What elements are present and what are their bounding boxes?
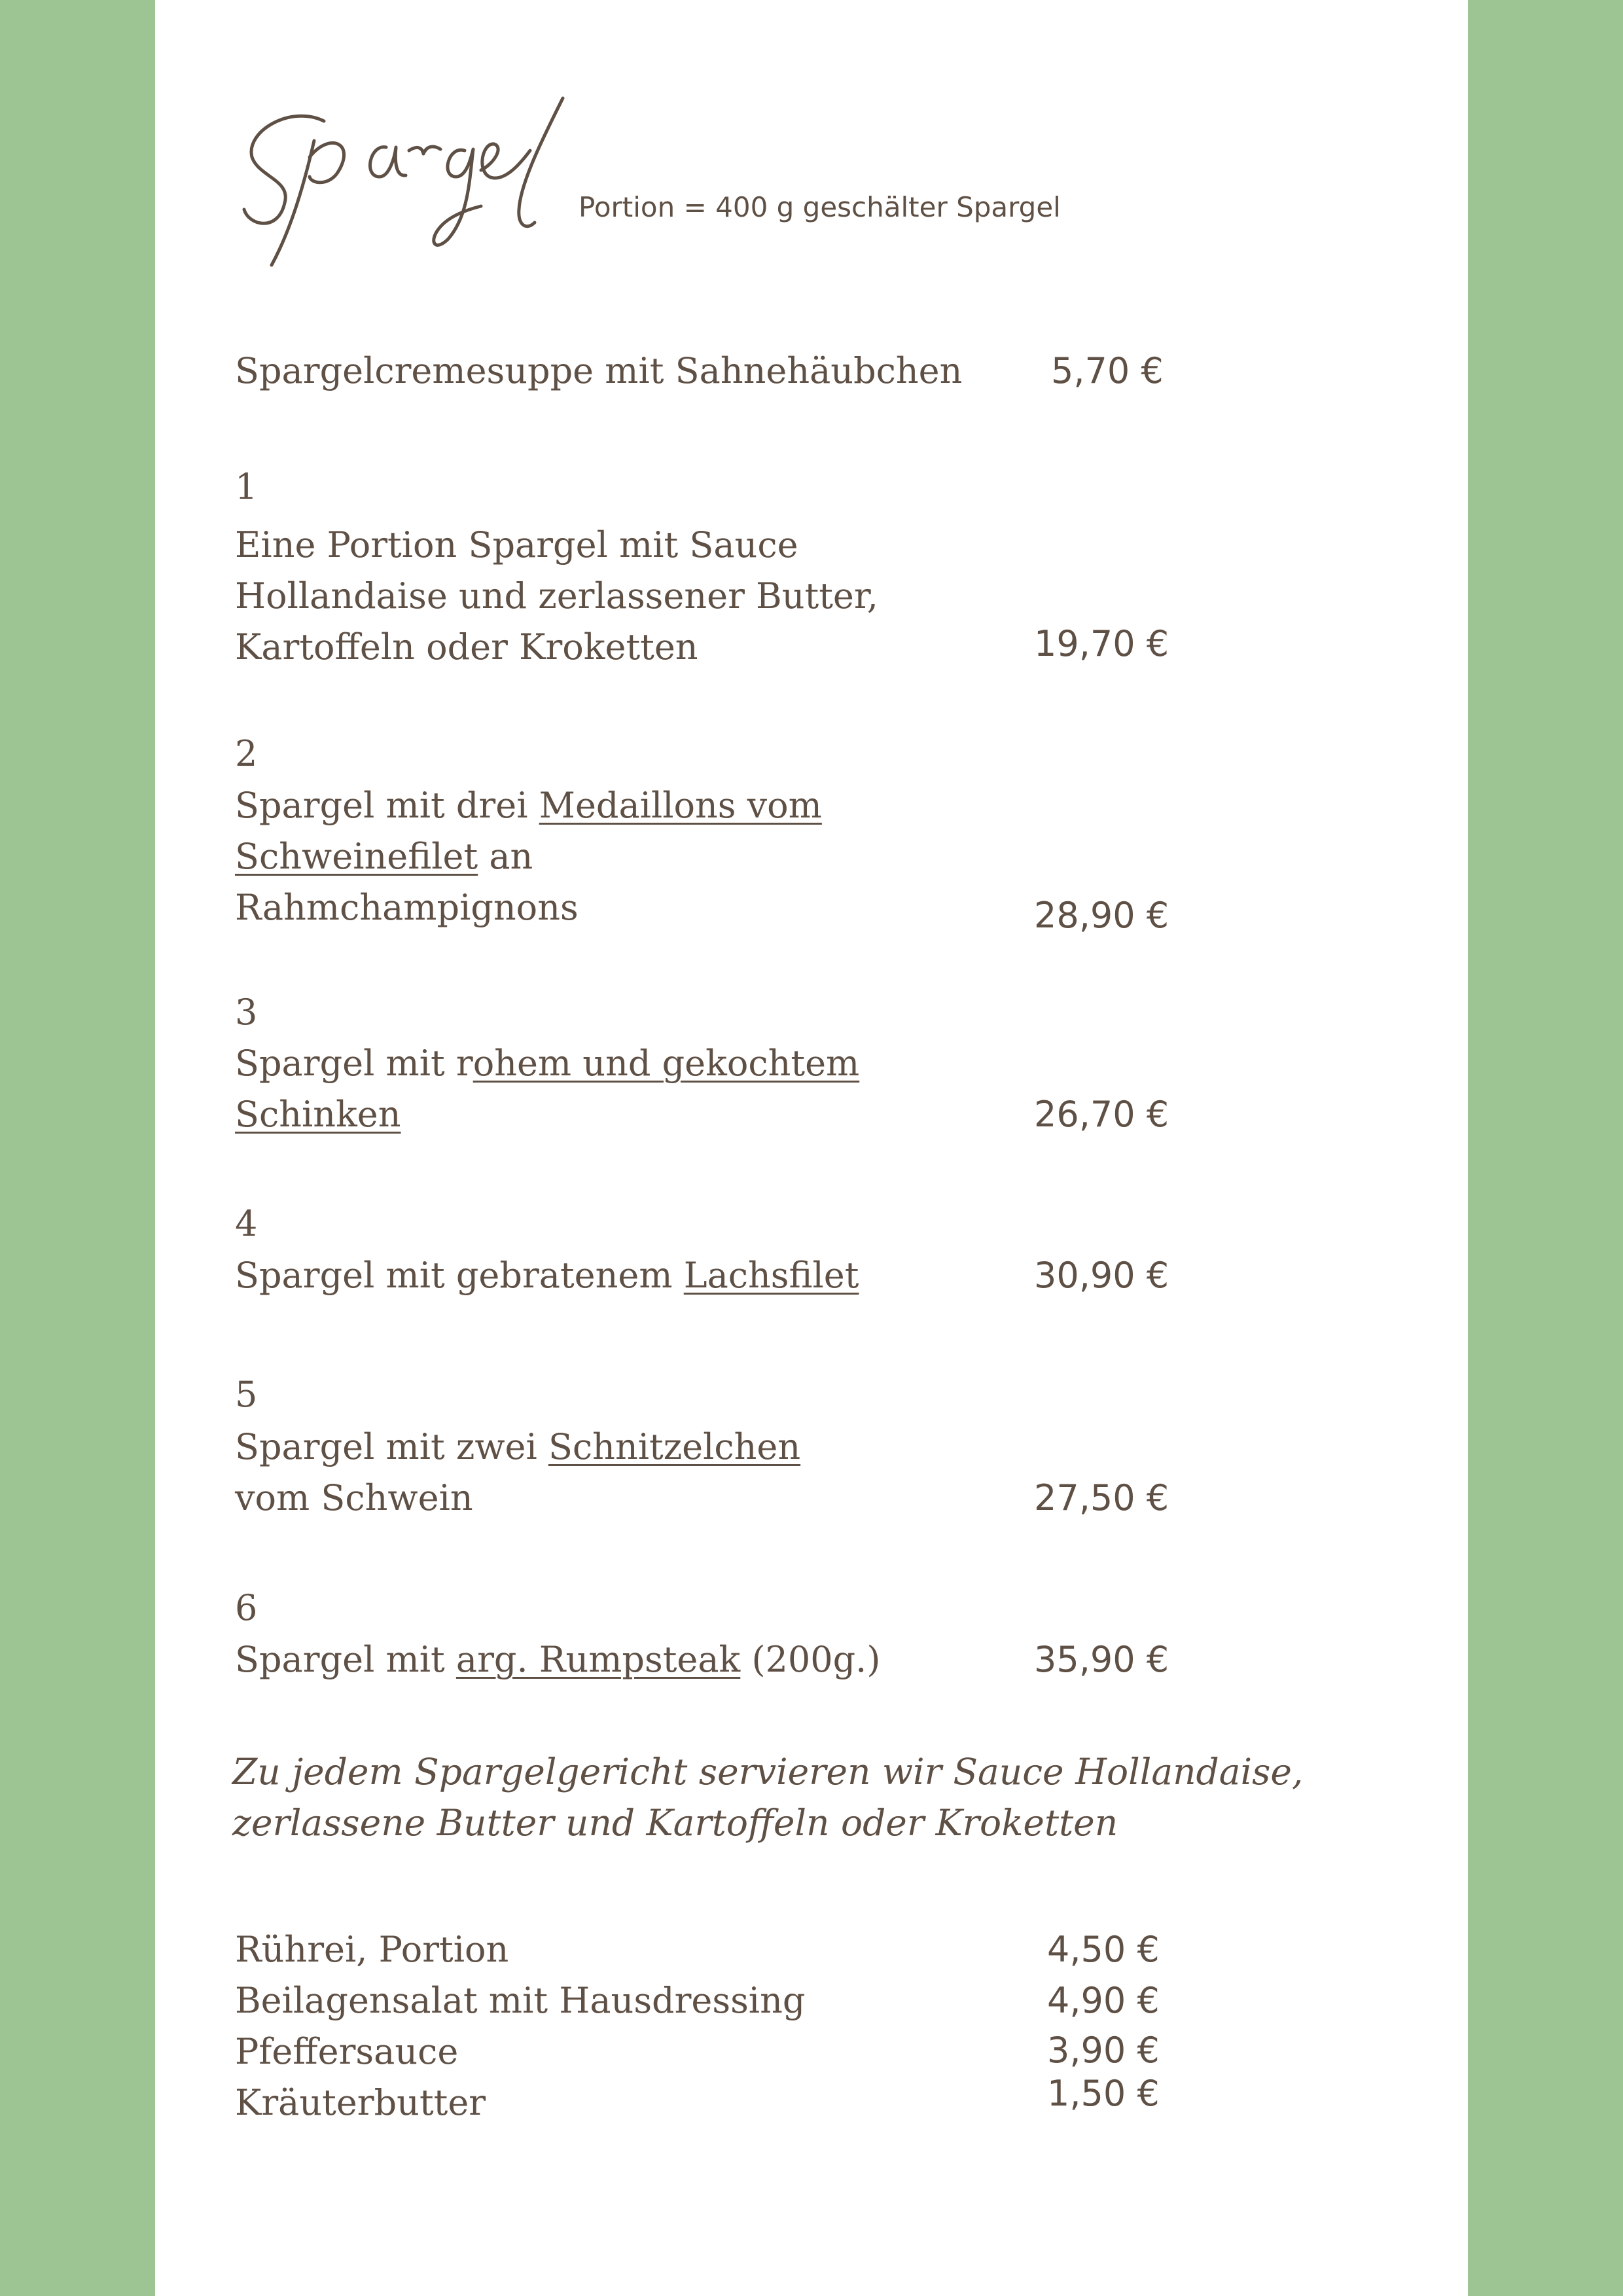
extra-2-price: 4,90 €	[1047, 1980, 1160, 2021]
dish-5-price: 27,50 €	[1034, 1477, 1169, 1518]
dish-3-desc-line-1: Spargel mit rohem und gekochtem	[235, 1043, 860, 1084]
spargel-script-title	[232, 85, 586, 275]
dish-2-number: 2	[235, 733, 258, 774]
dish-1-desc-line-1: Eine Portion Spargel mit Sauce	[235, 524, 798, 565]
dish-5-number: 5	[235, 1374, 258, 1415]
serving-note-line-1: Zu jedem Spargelgericht servieren wir Sauce Hollandaise,	[232, 1751, 1304, 1793]
dish-3-price: 26,70 €	[1034, 1094, 1169, 1135]
extra-3-price: 3,90 €	[1047, 2030, 1160, 2071]
dish-3-desc-line-2: Schinken	[235, 1094, 401, 1135]
dish-4-number: 4	[235, 1203, 258, 1244]
extra-3-name: Pfeffersauce	[235, 2031, 459, 2072]
extra-4-name: Kräuterbutter	[235, 2082, 486, 2123]
dish-1-price: 19,70 €	[1034, 623, 1169, 664]
dish-1-number: 1	[235, 466, 258, 507]
dish-2-price: 28,90 €	[1034, 895, 1169, 936]
dish-5-desc-line-1: Spargel mit zwei Schnitzelchen	[235, 1426, 801, 1467]
extra-4-price: 1,50 €	[1047, 2073, 1160, 2114]
dish-6-number: 6	[235, 1587, 258, 1628]
serving-note	[232, 1746, 1303, 1848]
extra-1-name: Rührei, Portion	[235, 1929, 509, 1970]
dish-5-desc-line-2: vom Schwein	[235, 1477, 473, 1518]
dish-2-desc-line-2: Schweinefilet an	[235, 836, 533, 877]
serving-note-line-2: zerlassene Butter und Kartoffeln oder Kroketten	[232, 1802, 1118, 1844]
soup-price: 5,70 €	[1051, 350, 1164, 391]
dish-4-desc-line-1: Spargel mit gebratenem Lachsfilet	[235, 1255, 859, 1296]
dish-2-desc-line-1: Spargel mit drei Medaillons vom	[235, 785, 822, 826]
dish-4-price: 30,90 €	[1034, 1255, 1169, 1296]
dish-6-desc-line-1: Spargel mit arg. Rumpsteak (200g.)	[235, 1639, 881, 1680]
dish-3-number: 3	[235, 992, 258, 1033]
extra-1-price: 4,50 €	[1047, 1929, 1160, 1970]
soup-name: Spargelcremesuppe mit Sahnehäubchen	[235, 350, 963, 391]
dish-1-desc-line-3: Kartoffeln oder Kroketten	[235, 626, 698, 668]
extra-2-name: Beilagensalat mit Hausdressing	[235, 1980, 806, 2021]
portion-note: Portion = 400 g geschälter Spargel	[579, 191, 1061, 223]
dish-1-desc-line-2: Hollandaise und zerlassener Butter,	[235, 575, 878, 617]
dish-6-price: 35,90 €	[1034, 1639, 1169, 1680]
dish-2-desc-line-3: Rahmchampignons	[235, 887, 579, 928]
